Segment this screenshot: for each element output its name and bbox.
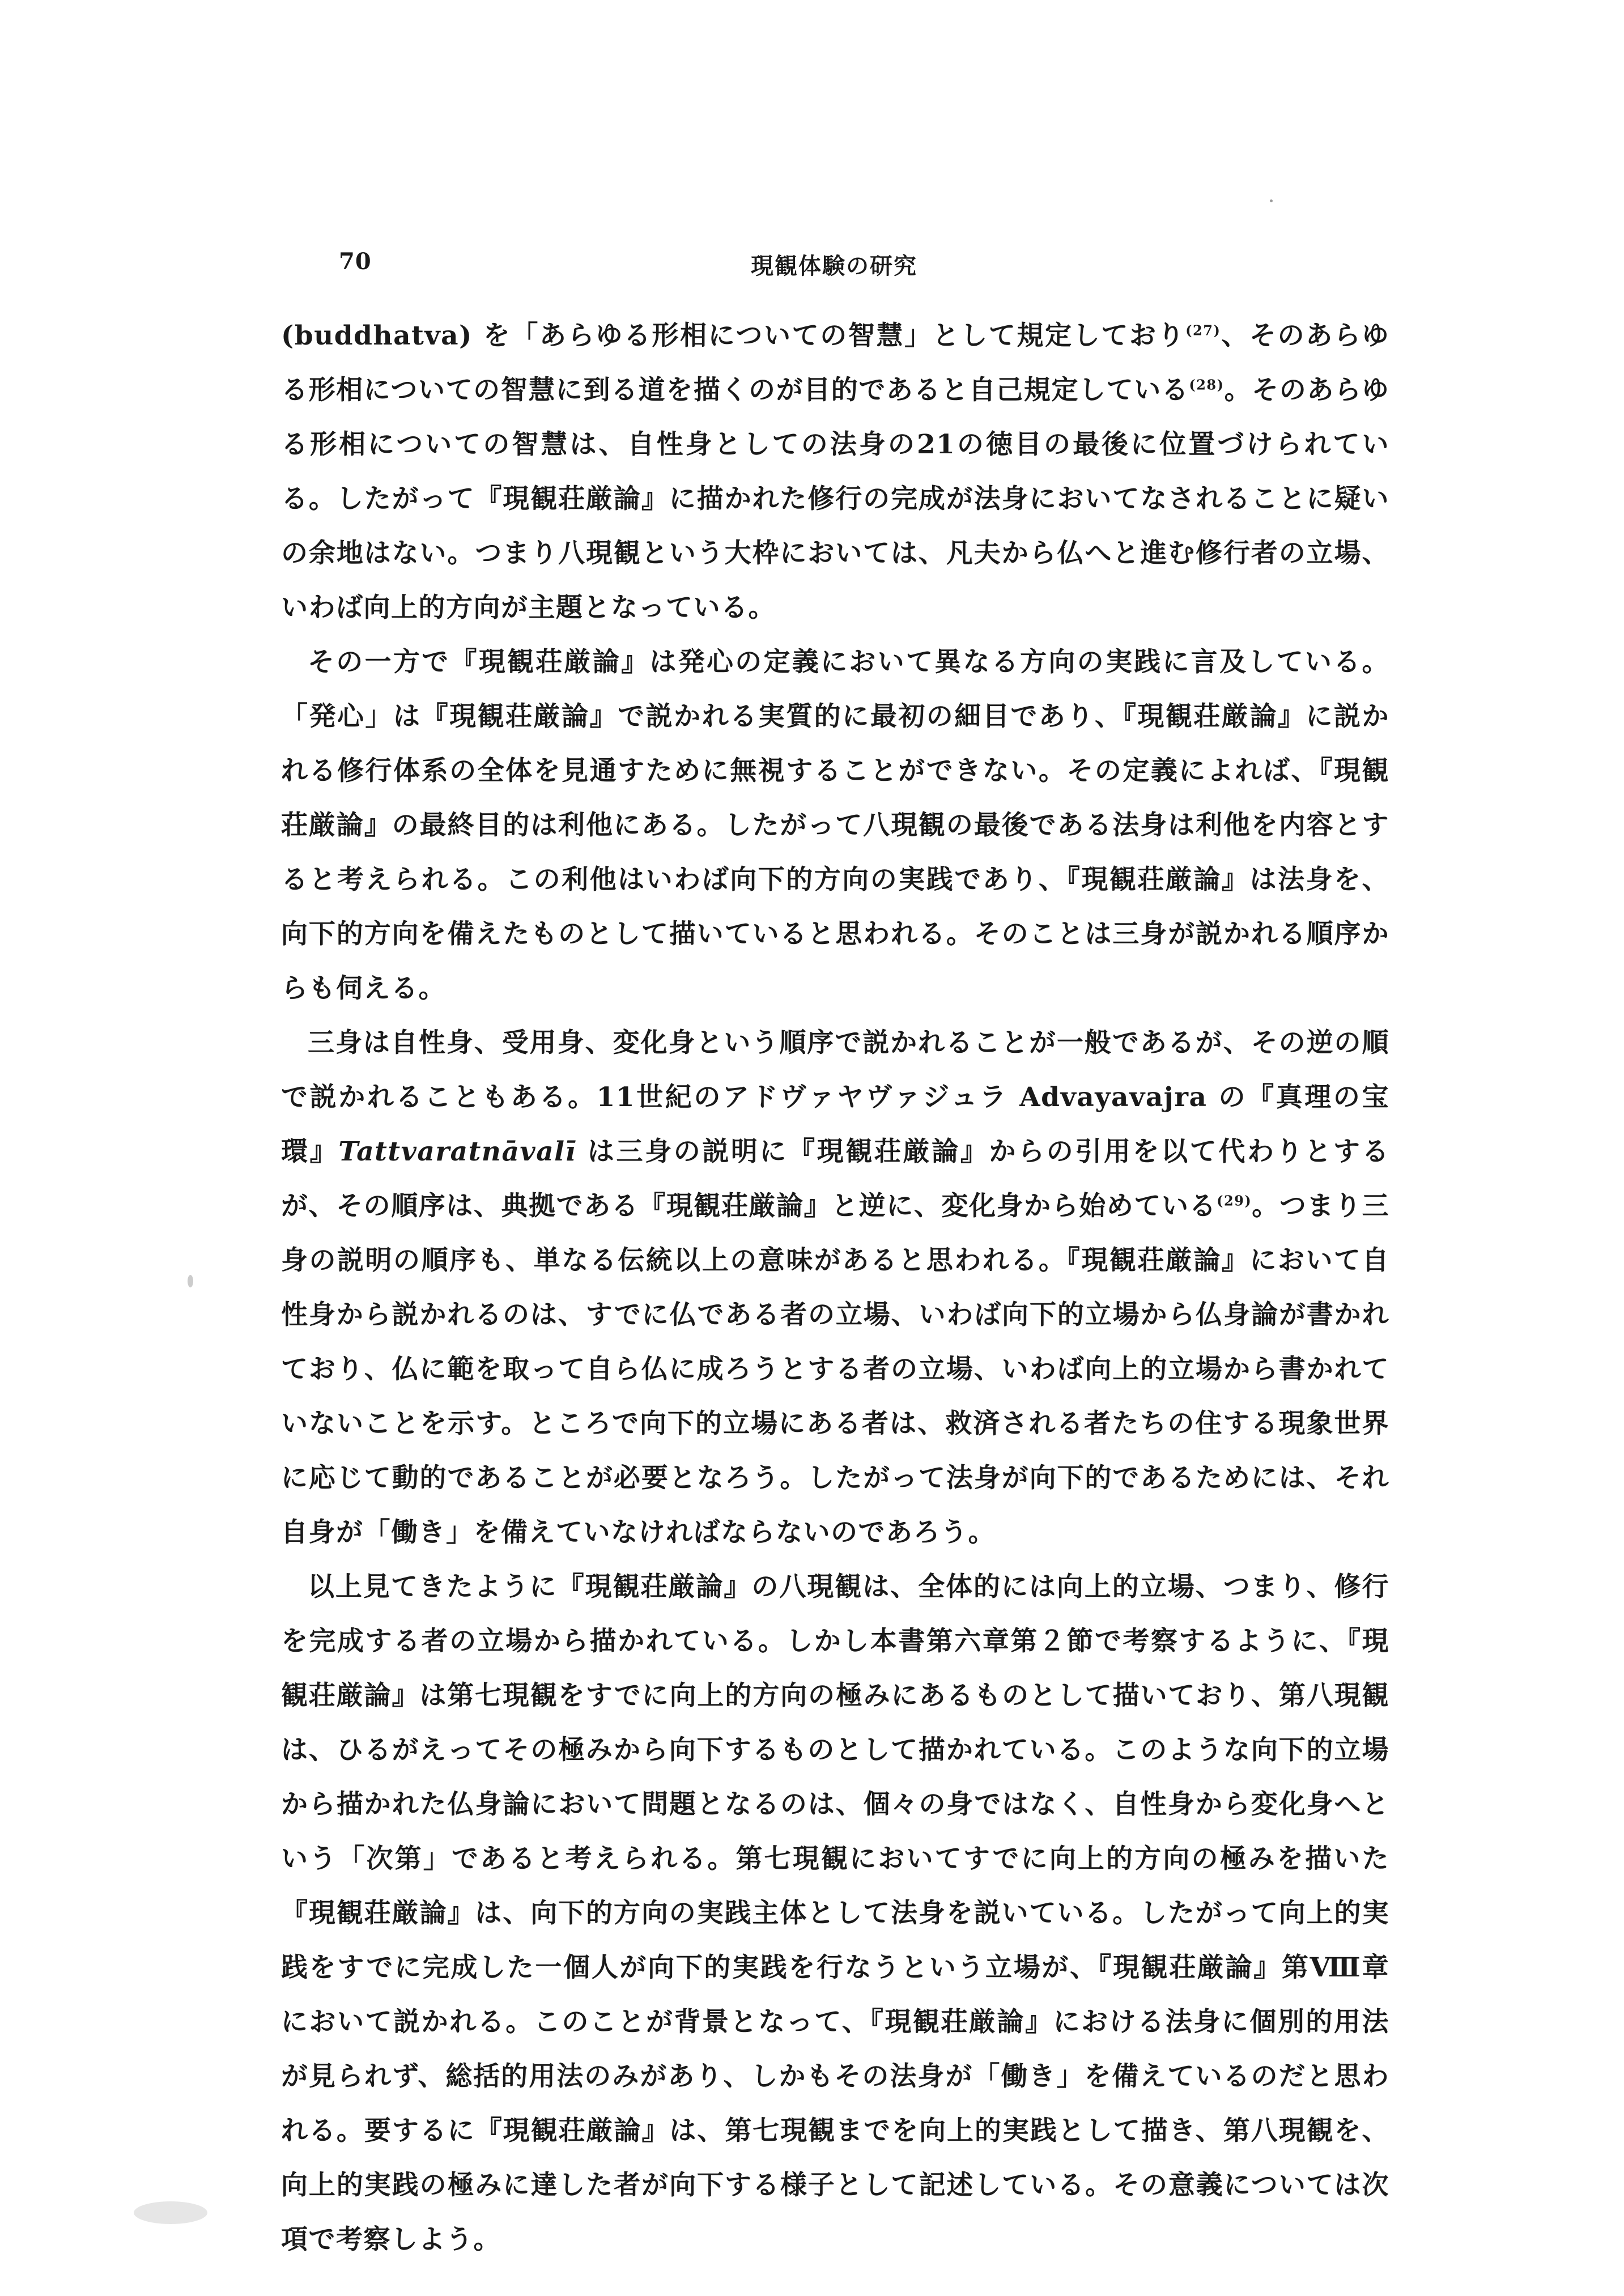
text-segment: 。そのあらゆる形相についての智慧は、自性身としての法身の21の徳目の最後に位置づけられている。したがって『現観荘厳論』に描かれた修行の完成が法身においてなされることに疑いの余地はない。つまり八現観という大枠においては、凡夫から仏へと進む修行者の立場、いわば向上的方向が主題となっている。 — [281, 375, 1389, 623]
text-segment: 、そのあらゆる形相についての智慧に到る道を描くのが目的であると自己規定している — [281, 320, 1389, 406]
text-segment: その一方で『現観荘厳論』は発心の定義において異なる方向の実践に言及している。「発心」は『現観荘厳論』で説かれる実質的に最初の細目であり、『現観荘厳論』に説かれる修行体系の全体を見通すために無視することができない。その定義によれば、『現観荘厳論』の最終目的は利他にある。したがって八現観の最後である法身は利他を内容とすると考えられる。この利他はいわば向下的方向の実践であり、『現観荘厳論』は法身を、向下的方向を備えたものとして描いていると思われる。そのことは三身が説かれる順序からも伺える。 — [281, 647, 1389, 1004]
paragraph — [281, 309, 1389, 635]
body-text — [281, 309, 1389, 2267]
text-segment: 三身は自性身、受用身、変化身という順序で説かれることが一般であるが、その逆の順で説かれることもある。11世紀のアドヴァヤヴァジュラ Advayavajra の『真理の宝環』 — [281, 1027, 1389, 1167]
footnote-marker: (29) — [1217, 1192, 1252, 1209]
footnote-marker: (28) — [1189, 376, 1225, 393]
page-header — [0, 248, 1624, 288]
text-segment: (buddhatva) を「あらゆる形相についての智慧」として規定しており — [281, 320, 1186, 351]
page-number: 70 — [339, 248, 372, 275]
running-title: 現観体験の研究 — [751, 253, 917, 279]
scan-speck — [188, 1275, 193, 1287]
footnote-marker: (27) — [1185, 322, 1221, 339]
paragraph — [281, 1016, 1389, 1560]
italic-title: Tattvaratnāvalī — [338, 1136, 576, 1167]
text-segment: 以上見てきたように『現観荘厳論』の八現観は、全体的には向上的立場、つまり、修行を完成する者の立場から描かれている。しかし本書第六章第２節で考察するように、『現観荘厳論』は第七現観をすでに向上的方向の極みにあるものとして描いており、第八現観は、ひるがえってその極みから向下するものとして描かれている。このような向下的立場から描かれた仏身論において問題となるのは、個々の身ではなく、自性身から変化身へという「次第」であると考えられる。第七現観においてすでに向上的方向の極みを描いた『現観荘厳論』は、向下的方向の実践主体として法身を説いている。したがって向上的実践をすでに完成した一個人が向下的実践を行なうという立場が、『現観荘厳論』第Ⅷ章において説かれる。このことが背景となって、『現観荘厳論』における法身に個別的用法が見られず、総括的用法のみがあり、しかもその法身が「働き」を備えているのだと思われる。要するに『現観荘厳論』は、第七現観までを向上的実践として描き、第八現観を、向上的実践の極みに達した者が向下する様子として記述している。その意義については次項で考察しよう。 — [281, 1571, 1389, 2255]
scan-speck — [1270, 199, 1273, 202]
text-segment: 。つまり三身の説明の順序も、単なる伝統以上の意味があると思われる。『現観荘厳論』において自性身から説かれるのは、すでに仏である者の立場、いわば向下的立場から仏身論が書かれており、仏に範を取って自ら仏に成ろうとする者の立場、いわば向上的立場から書かれていないことを示す。ところで向下的立場にある者は、救済される者たちの住する現象世界に応じて動的であることが必要となろう。したがって法身が向下的であるためには、それ自身が「働き」を備えていなければならないのであろう。 — [281, 1190, 1390, 1548]
paragraph — [281, 635, 1389, 1016]
scan-speck — [134, 2201, 207, 2224]
text-segment: は三身の説明に『現観荘厳論』からの引用を以て代わりとするが、その順序は、典拠である『現観荘厳論』と逆に、変化身から始めている — [281, 1136, 1389, 1222]
paragraph — [281, 1560, 1389, 2267]
